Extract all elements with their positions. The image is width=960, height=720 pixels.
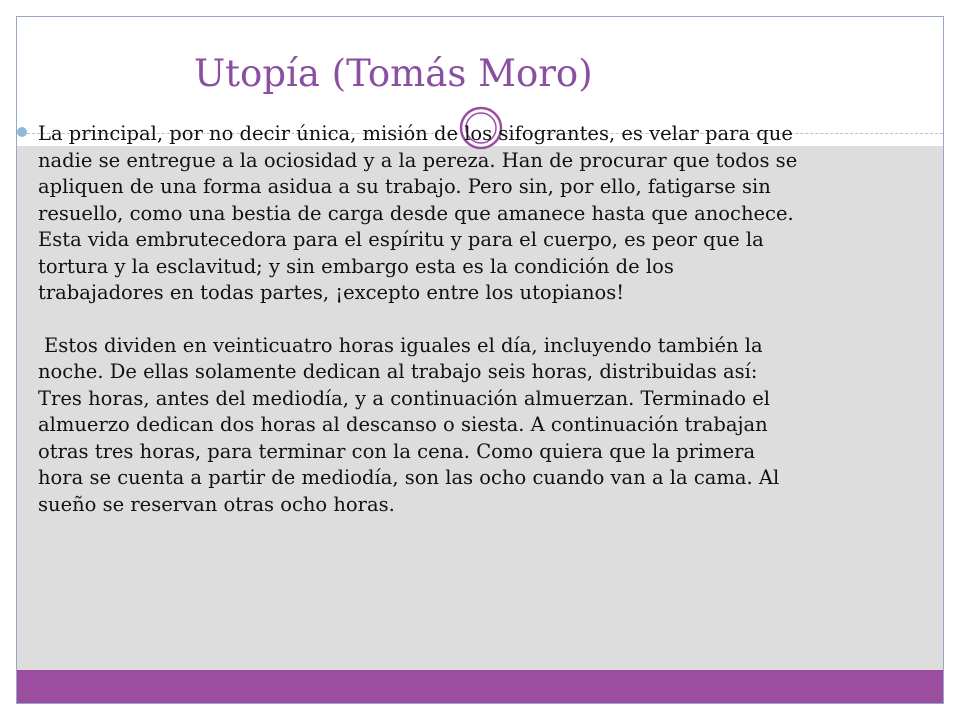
paragraph-1: La principal, por no decir única, misión de los sifograntes, es velar para que nadie se entregue a la ociosidad y a la pereza. Han de procurar que todos se apliquen de una forma asidua a su trabajo. Pero sin, por ello, fatigarse sin resuello, como una bestia de carga desde que amanece hasta que anochece. Esta vida embrutecedora para el espíritu y para el cuerpo, es peor que la tortura y la esclavitud; y sin embargo esta es la condición de los trabajadores en todas partes, ¡excepto entre los utopianos! <box>38 122 798 304</box>
slide-body <box>38 121 798 518</box>
slide-title: Utopía (Tomás Moro) <box>194 52 593 95</box>
paragraph-2: Estos dividen en veinticuatro horas iguales el día, incluyendo también la noche. De ellas solamente dedican al trabajo seis horas, distribuidas así: Tres horas, antes del mediodía, y a continuación almuerzan. Terminado el almuerzo dedican dos horas al descanso o siesta. A continuación trabajan otras tres horas, para terminar con la cena. Como quiera que la primera hora se cuenta a partir de mediodía, son las ocho cuando van a la cama. Al sueño se reservan otras ocho horas. <box>38 333 780 516</box>
footer-band <box>17 670 943 703</box>
bullet-icon <box>17 127 27 137</box>
